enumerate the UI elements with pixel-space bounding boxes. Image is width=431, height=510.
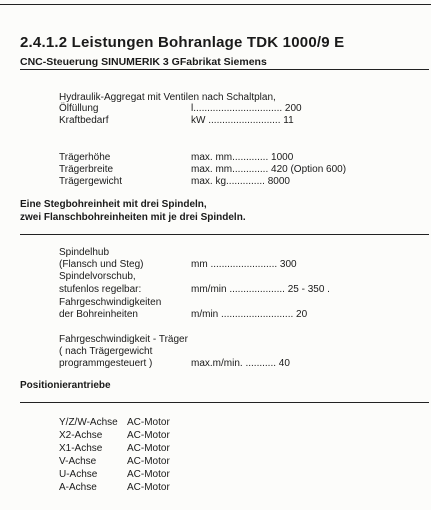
spec-label: Kraftbedarf [59,115,109,126]
drive-axis: A-Achse [59,482,97,493]
carrier-speed-value: max.m/min. ........... 40 [191,358,290,369]
spec-unit: kW .......................... 11 [191,115,294,126]
drive-axis: X2-Achse [59,430,103,441]
hydraulics-intro: Hydraulik-Aggregat mit Ventilen nach Schaltplan, [59,92,276,103]
spec-unit: max. mm............. 1000 [191,152,294,163]
speed-label: der Bohreinheiten [59,309,138,320]
speed-label: Fahrgeschwindigkeiten [59,297,162,308]
top-rule [0,4,431,5]
drive-motor: AC-Motor [127,417,170,428]
spec-label: Trägerbreite [59,164,114,175]
note-line-1: Eine Stegbohreinheit mit drei Spindeln, [20,199,207,210]
spec-label: Trägerhöhe [59,152,111,163]
spindle-stroke-label: Spindelhub [59,247,110,258]
drive-axis: U-Achse [59,469,98,480]
drives-title: Positionierantriebe [20,380,111,391]
drive-axis: X1-Achse [59,443,103,454]
spec-unit: max. kg.............. 8000 [191,176,290,187]
spindle-feed-label: Spindelvorschub, [59,271,136,282]
carrier-speed-label: programmgesteuert ) [59,358,153,369]
spec-label: Trägergewicht [59,176,122,187]
drive-motor: AC-Motor [127,456,170,467]
drives-rule [20,402,429,403]
speed-value: m/min .......................... 20 [191,309,308,320]
page-heading: 2.4.1.2 Leistungen Bohranlage TDK 1000/9 E [20,34,345,51]
drive-motor: AC-Motor [127,430,170,441]
subheading-rule [20,69,429,70]
drive-motor: AC-Motor [127,482,170,493]
drive-motor: AC-Motor [127,443,170,454]
spec-unit: l................................ 200 [191,103,302,114]
spec-label: Ölfüllung [59,103,99,114]
drive-motor: AC-Motor [127,469,170,480]
spindle-feed-value: mm/min .................... 25 - 350 . [191,284,330,295]
spindle-stroke-label: (Flansch und Steg) [59,259,144,270]
spec-unit: max. mm............. 420 (Option 600) [191,164,347,175]
page-subheading: CNC-Steuerung SINUMERIK 3 GFabrikat Siemens [20,56,267,68]
note-line-2: zwei Flanschbohreinheiten mit je drei Spindeln. [20,212,246,223]
drive-axis: Y/Z/W-Achse [59,417,118,428]
carrier-speed-label: Fahrgeschwindigkeit - Träger [59,334,188,345]
carrier-speed-label: ( nach Trägergewicht [59,346,153,357]
note-rule [20,234,429,235]
drive-axis: V-Achse [59,456,97,467]
spindle-stroke-value: mm ........................ 300 [191,259,297,270]
spindle-feed-label: stufenlos regelbar: [59,284,142,295]
